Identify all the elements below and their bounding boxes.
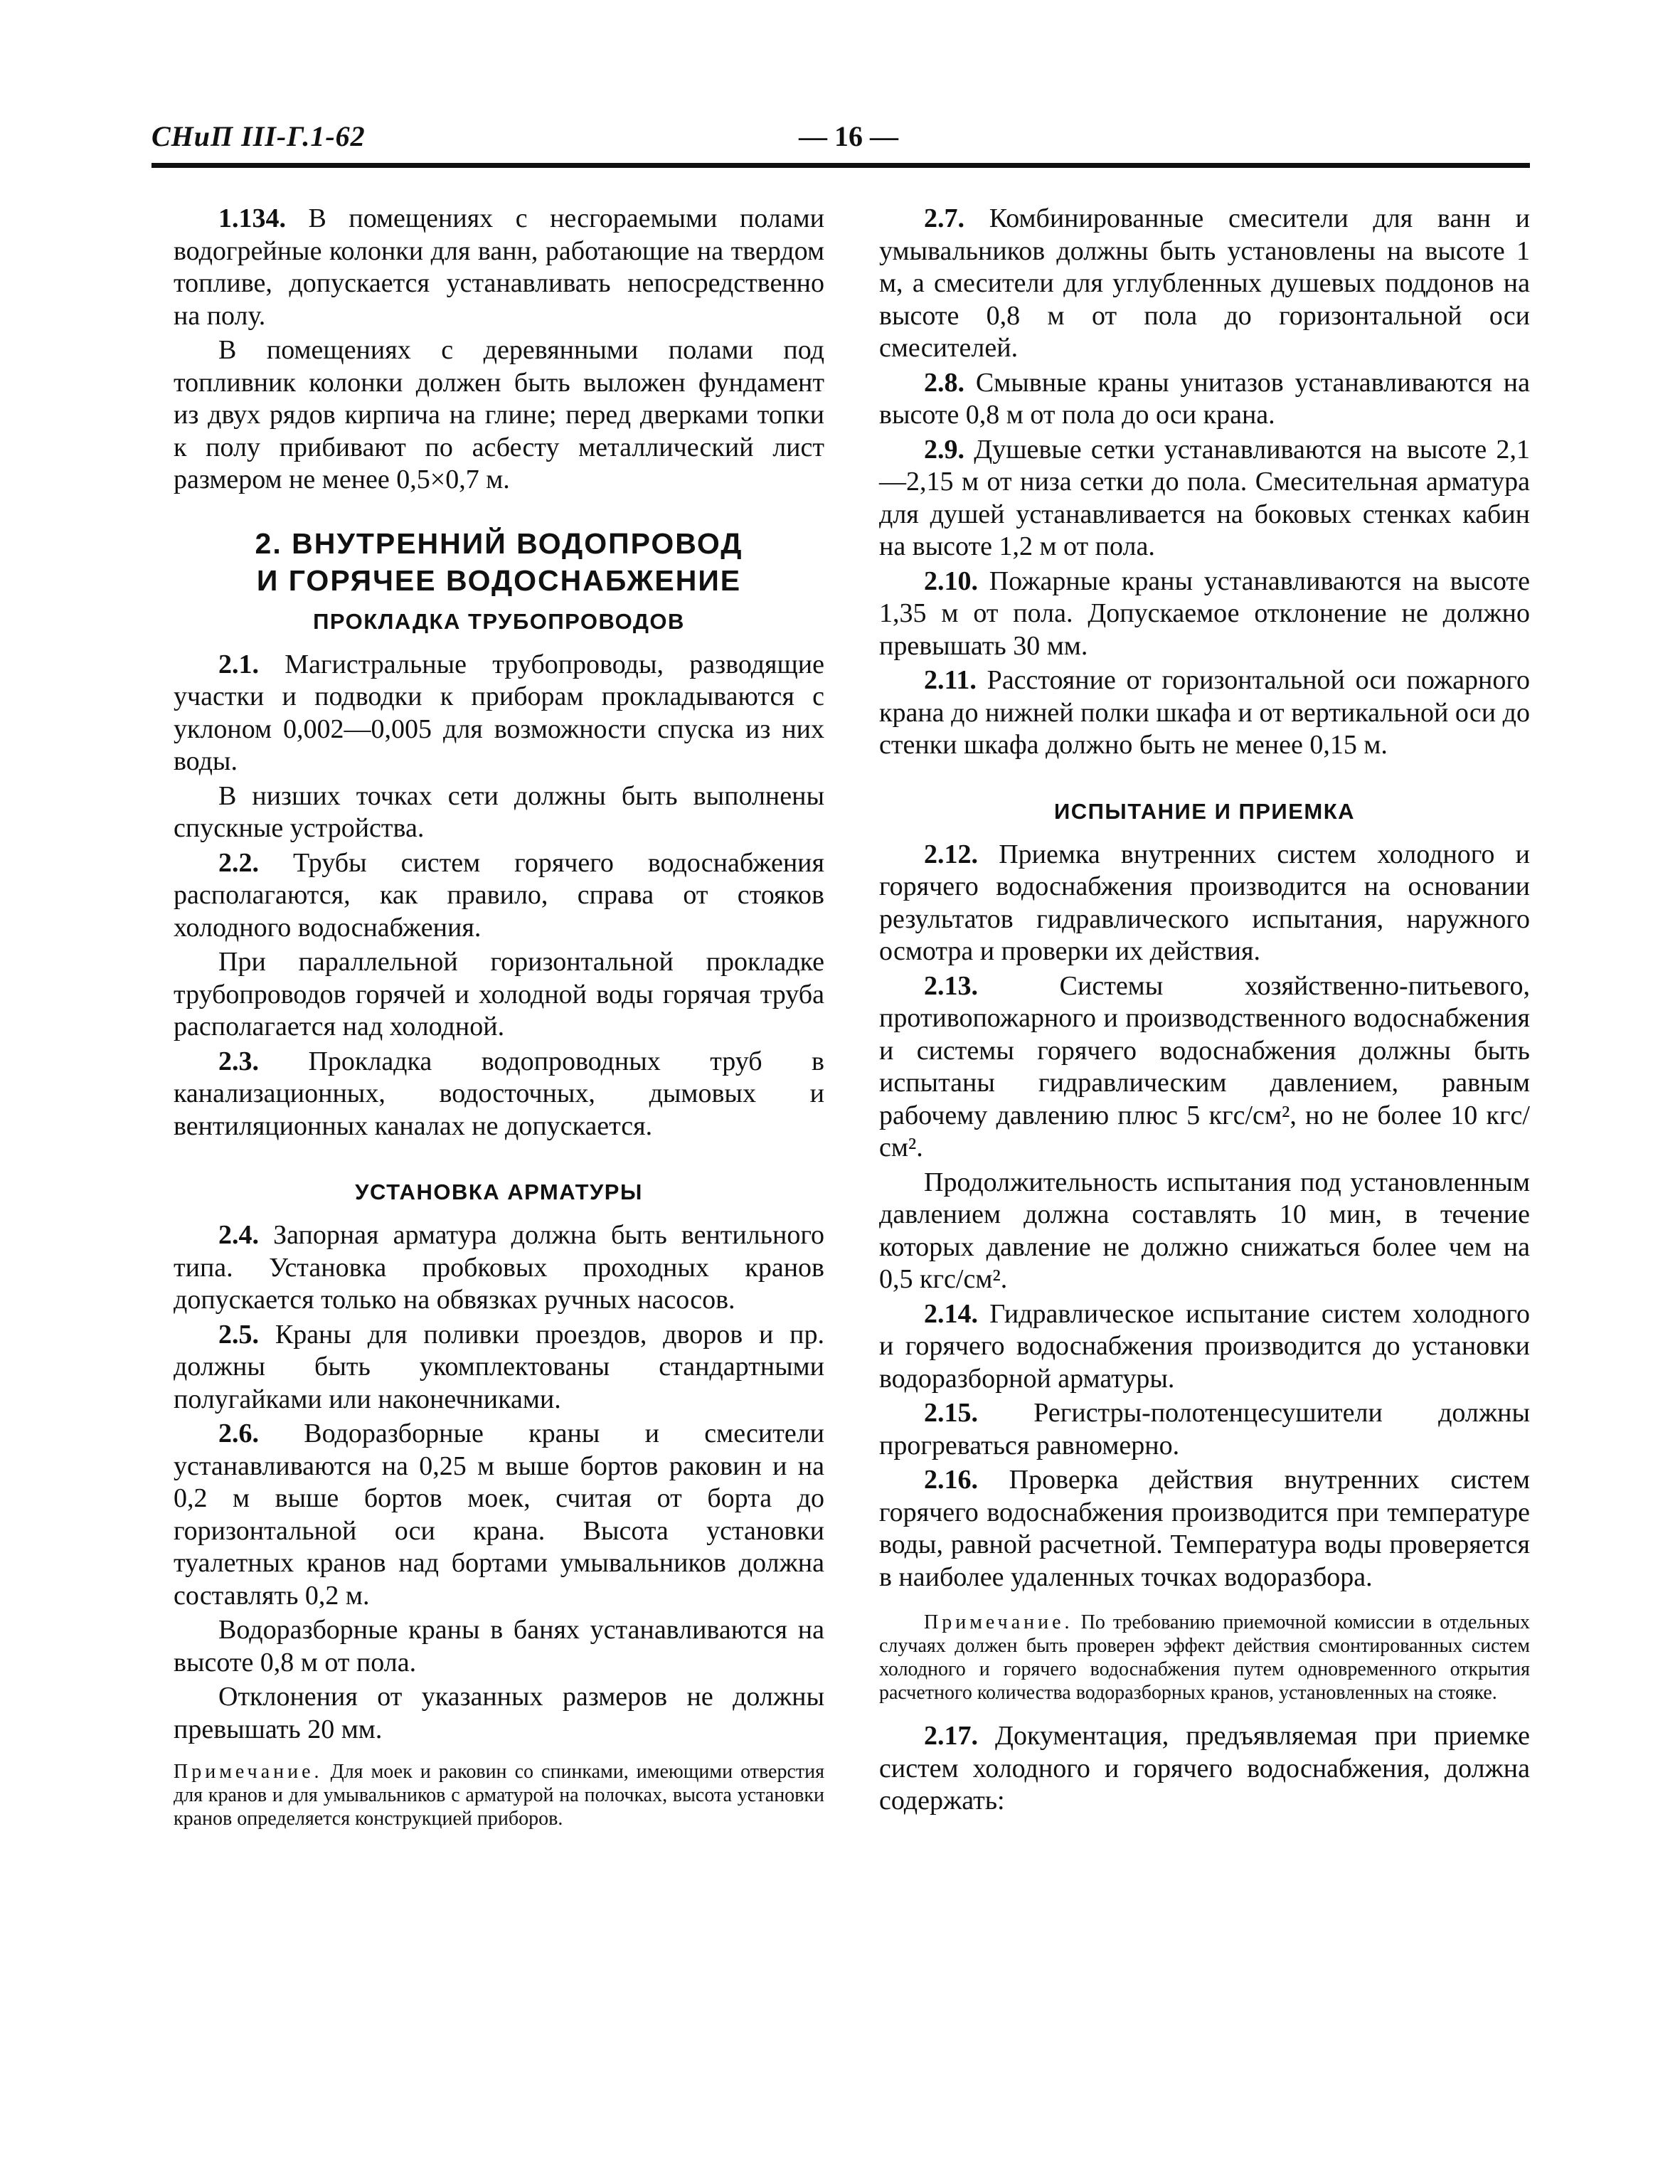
clause-text: Проверка действия внутренних систем горячего водоснабжения производится при температуре воды, равной расчетной. Температура воды проверяется в наиболее удаленных точках водоразбора. [879, 1465, 1530, 1592]
clause-text: Запорная арматура должна быть вентильного типа. Установка пробковых проходных кранов допускается только на обвязках ручных насосов. [174, 1220, 824, 1315]
clause-number: 2.8. [924, 367, 964, 398]
left-column [174, 203, 824, 1830]
clause-number: 2.15. [924, 1398, 978, 1428]
clause-text: Системы хозяйственно-питьевого, противопожарного и производственного водоснабжения и системы горячего водоснабжения должны быть испытаны гидравлическим давлением, равным рабочему давлению плюс 5 кгс/см², но не более 10 кгс/см². [879, 970, 1530, 1162]
paragraph-2-16 [879, 1464, 1530, 1594]
right-column [879, 203, 1530, 1820]
clause-number: 2.9. [924, 434, 964, 465]
paragraph-2-3 [174, 1046, 824, 1143]
clause-text: Водоразборные краны и смесители устанавливаются на 0,25 м выше бортов раковин и на 0,2 м выше бортов моек, считая от борта до горизонтальной оси крана. Высота установки туалетных кранов над бортами умывальников должна составлять 0,2 м. [174, 1419, 824, 1611]
note-left [174, 1760, 824, 1830]
header-rule [151, 163, 1530, 168]
clause-text: Душевые сетки устанавливаются на высоте 2,1—2,15 м от низа сетки до пола. Смесительная арматура для душей устанавливается на боковых стенках кабин на высоте 1,2 м от пола. [879, 434, 1530, 561]
paragraph-2-4 [174, 1219, 824, 1317]
clause-text: Приемка внутренних систем холодного и горячего водоснабжения производится на основании результатов гидравлического испытания, наружного осмотра и проверки их действия. [879, 839, 1530, 966]
section-title-line-1: 2. ВНУТРЕННИЙ ВОДОПРОВОД [255, 526, 743, 560]
clause-number: 1.134. [218, 203, 286, 233]
page-header [151, 120, 1530, 162]
paragraph-2-15 [879, 1397, 1530, 1462]
paragraph-2-12 [879, 839, 1530, 968]
subsection-title-fittings: УСТАНОВКА АРМАТУРЫ [355, 1180, 643, 1204]
clause-number: 2.3. [218, 1046, 259, 1076]
paragraph-2-5 [174, 1319, 824, 1416]
paragraph-2-10 [879, 566, 1530, 663]
clause-text: В помещениях с несгораемыми полами водогрейные колонки для ванн, работающие на твердом топливе, допускается устанавливать непосредственно на полу. [174, 203, 824, 331]
clause-text: Гидравлическое испытание систем холодного и горячего водоснабжения производится до установки водоразборной арматуры. [879, 1298, 1530, 1394]
clause-text: Магистральные трубопроводы, разводящие участки и подводки к приборам прокладываются с уклоном 0,002—0,005 для возможности спуска из них воды. [174, 649, 824, 776]
clause-number: 2.14. [924, 1298, 978, 1329]
note-label: Примечание. [924, 1611, 1073, 1633]
note-text: Для моек и раковин со спинками, имеющими отверстия для кранов и для умывальников с арматурой на полочках, высота установки кранов определяется конструкцией приборов. [174, 1761, 824, 1830]
clause-number: 2.5. [218, 1319, 259, 1350]
paragraph-2-8 [879, 367, 1530, 432]
clause-text: Расстояние от горизонтальной оси пожарного крана до нижней полки шкафа и от вертикальной оси до стенки шкафа должно быть не менее 0,15 м. [879, 665, 1530, 760]
clause-number: 2.17. [924, 1721, 978, 1751]
clause-number: 2.10. [924, 566, 978, 596]
paragraph-1-134-cont: В помещениях с деревянными полами под топливник колонки должен быть выложен фундамент из двух рядов кирпича на глине; перед дверками топки к полу прибивают по асбесту металлический лист размером не менее 0,5×0,7 м. [174, 335, 824, 494]
paragraph-2-11 [879, 664, 1530, 762]
clause-number: 2.16. [924, 1465, 978, 1495]
clause-number: 2.11. [924, 665, 977, 695]
clause-text: Пожарные краны устанавливаются на высоте 1,35 м от пола. Допускаемое отклонение не должно превышать 30 мм. [879, 566, 1530, 661]
clause-number: 2.12. [924, 839, 978, 869]
clause-text: Регистры-полотенцесушители должны прогреваться равномерно. [879, 1398, 1530, 1461]
clause-number: 2.4. [218, 1220, 259, 1250]
note-label: Примечание. [174, 1761, 323, 1783]
paragraph-2-1 [174, 649, 824, 778]
paragraph-2-6 [174, 1418, 824, 1612]
subsection-title-pipelines: ПРОКЛАДКА ТРУБОПРОВОДОВ [313, 608, 685, 634]
paragraph-2-13-cont: Продолжительность испытания под установленным давлением должна составлять 10 мин, в течение которых давление не должно снижаться более чем на 0,5 кгс/см². [879, 1167, 1530, 1294]
clause-text: Прокладка водопроводных труб в канализационных, водосточных, дымовых и вентиляционных каналах не допускается. [174, 1046, 824, 1141]
paragraph-2-13 [879, 970, 1530, 1165]
paragraph-2-14 [879, 1298, 1530, 1396]
clause-number: 2.1. [218, 649, 259, 679]
clause-text: Трубы систем горячего водоснабжения располагаются, как правило, справа от стояков холодного водоснабжения. [174, 847, 824, 943]
section-title [174, 525, 824, 599]
paragraph-2-6-cont-1: Водоразборные краны в банях устанавливаются на высоте 0,8 м от пола. [174, 1615, 824, 1677]
clause-number: 2.6. [218, 1419, 259, 1448]
clause-text: Комбинированные смесители для ванн и умывальников должны быть установлены на высоте 1 м, а смесители для углубленных душевых поддонов на высоте 0,8 м от пола до горизонтальной оси смесителей. [879, 203, 1530, 363]
clause-number: 2.2. [218, 847, 259, 878]
clause-number: 2.7. [924, 203, 964, 233]
paragraph-2-6-cont-2: Отклонения от указанных размеров не должны превышать 20 мм. [174, 1682, 824, 1744]
paragraph-2-7 [879, 203, 1530, 365]
note-text: По требованию приемочной комиссии в отдельных случаях должен быть проверен эффект действия смонтированных систем холодного и горячего водоснабжения путем одновременного открытия расчетного количества водоразборных кранов, установленных на стояке. [879, 1611, 1530, 1704]
page-number: — 16 — [799, 120, 898, 152]
subsection-title-testing: ИСПЫТАНИЕ И ПРИЕМКА [1053, 798, 1356, 824]
clause-number: 2.13. [924, 970, 978, 1001]
clause-text: Краны для поливки проездов, дворов и пр. должны быть укомплектованы стандартными полугайками или наконечниками. [174, 1319, 824, 1414]
section-title-line-2: И ГОРЯЧЕЕ ВОДОСНАБЖЕНИЕ [256, 563, 742, 597]
paragraph-2-9 [879, 434, 1530, 563]
paragraph-2-17 [879, 1720, 1530, 1818]
paragraph-2-2-cont: При параллельной горизонтальной прокладке трубопроводов горячей и холодной воды горячая труба располагается над холодной. [174, 947, 824, 1041]
note-right [879, 1611, 1530, 1705]
clause-text: Документация, предъявляемая при приемке систем холодного и горячего водоснабжения, должна содержать: [879, 1721, 1530, 1815]
paragraph-2-2 [174, 847, 824, 945]
paragraph-1-134 [174, 203, 824, 332]
document-code: СНиП III-Г.1-62 [151, 120, 366, 152]
paragraph-2-1-cont: В низших точках сети должны быть выполнены спускные устройства. [174, 780, 824, 843]
clause-text: Смывные краны унитазов устанавливаются на высоте 0,8 м от пола до оси крана. [879, 367, 1530, 430]
